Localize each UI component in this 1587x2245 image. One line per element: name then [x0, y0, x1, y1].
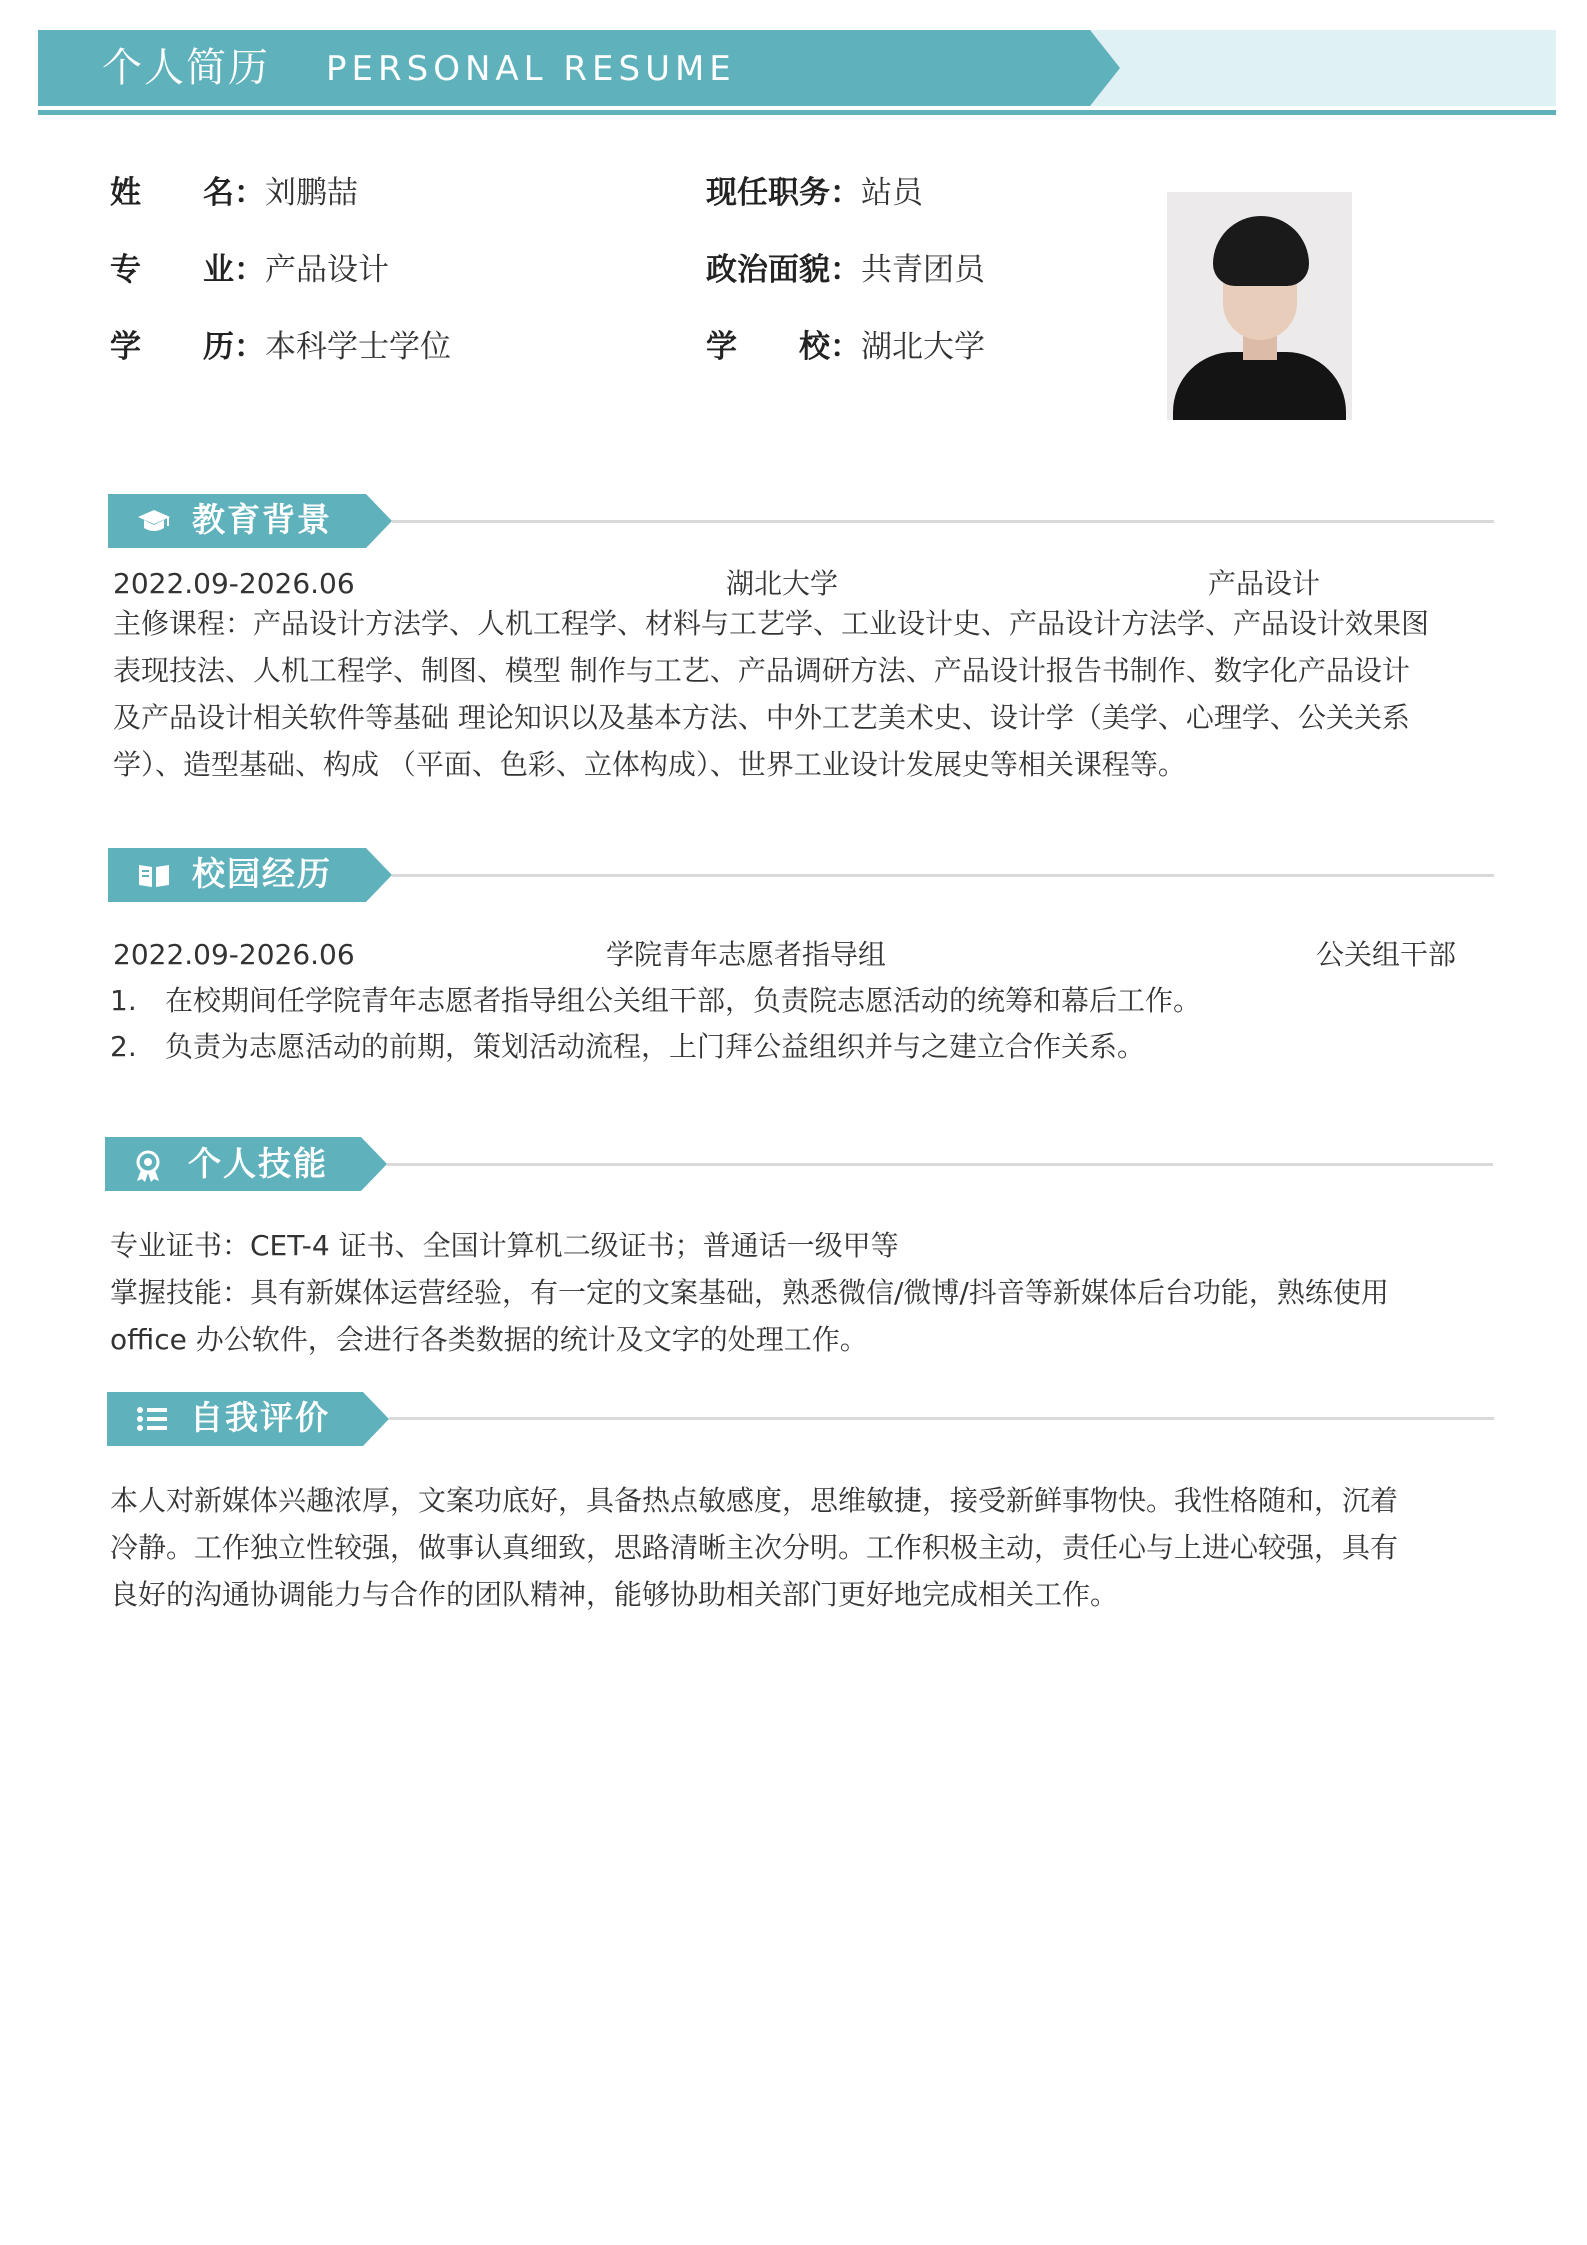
- resume-title-cn: 个人简历: [102, 45, 270, 91]
- political-value: 共青团员: [861, 252, 985, 288]
- campus-section-title: 校园经历: [192, 854, 332, 893]
- school-value: 湖北大学: [861, 329, 985, 365]
- skills-abilities-line-2: office 办公软件，会进行各类数据的统计及文字的处理工作。: [110, 1323, 868, 1356]
- info-school: [706, 327, 985, 367]
- info-position: [706, 173, 923, 213]
- campus-item-text: 在校期间任学院青年志愿者指导组公关组干部，负责院志愿活动的统筹和幕后工作。: [165, 984, 1202, 1017]
- list-icon: [134, 1401, 170, 1437]
- education-major: 产品设计: [1208, 567, 1321, 600]
- degree-value: 本科学士学位: [265, 329, 451, 365]
- photo-hair: [1213, 216, 1309, 286]
- evaluation-section-rule: [389, 1417, 1494, 1420]
- school-label: 学 校：: [706, 329, 861, 365]
- header-divider: [38, 110, 1556, 115]
- campus-date: 2022.09-2026.06: [113, 938, 355, 971]
- campus-item-number: 1.: [110, 984, 137, 1017]
- evaluation-section-title: 自我评价: [190, 1398, 330, 1437]
- evaluation-line-2: 冷静。工作独立性较强，做事认真细致，思路清晰主次分明。工作积极主动，责任心与上进心较强，具有: [110, 1531, 1399, 1564]
- resume-title-en: PERSONAL RESUME: [326, 49, 736, 89]
- education-courses-line-1: 主修课程：产品设计方法学、人机工程学、材料与工艺学、工业设计史、产品设计方法学、产品设计效果图: [113, 607, 1430, 640]
- campus-role: 公关组干部: [1316, 938, 1457, 971]
- skills-section-rule: [387, 1163, 1493, 1166]
- education-section-title: 教育背景: [192, 500, 332, 539]
- education-courses-line-2: 表现技法、人机工程学、制图、模型 制作与工艺、产品调研方法、产品设计报告书制作、数字化产品设计: [113, 654, 1410, 687]
- campus-item-text: 负责为志愿活动的前期，策划活动流程，上门拜公益组织并与之建立合作关系。: [165, 1030, 1146, 1063]
- education-date: 2022.09-2026.06: [113, 567, 355, 600]
- book-icon: [136, 857, 172, 893]
- evaluation-line-3: 良好的沟通协调能力与合作的团队精神，能够协助相关部门更好地完成相关工作。: [110, 1578, 1119, 1611]
- political-label: 政治面貌：: [706, 252, 861, 288]
- info-political: [706, 250, 985, 290]
- position-label: 现任职务：: [706, 175, 861, 211]
- info-major: [110, 250, 389, 290]
- education-courses-line-3: 及产品设计相关软件等基础 理论知识以及基本方法、中外工艺美术史、设计学（美学、心理学、公关关系: [113, 701, 1410, 734]
- photo-shirt: [1173, 352, 1346, 420]
- campus-organization: 学院青年志愿者指导组: [606, 938, 887, 971]
- position-value: 站员: [861, 175, 923, 211]
- skills-abilities-line-1: 掌握技能：具有新媒体运营经验，有一定的文案基础，熟悉微信/微博/抖音等新媒体后台功能，熟练使用: [110, 1276, 1389, 1309]
- name-label: 姓 名：: [110, 175, 265, 211]
- info-degree: [110, 327, 451, 367]
- degree-label: 学 历：: [110, 329, 265, 365]
- education-section-rule: [392, 520, 1494, 523]
- portrait-photo: [1167, 192, 1352, 420]
- info-name: [110, 173, 358, 213]
- evaluation-line-1: 本人对新媒体兴趣浓厚，文案功底好，具备热点敏感度，思维敏捷，接受新鲜事物快。我性格随和，沉着: [110, 1484, 1399, 1517]
- skills-section-title: 个人技能: [188, 1144, 328, 1183]
- award-badge-icon: [130, 1148, 166, 1184]
- skills-certificates: 专业证书：CET-4 证书、全国计算机二级证书；普通话一级甲等: [110, 1229, 899, 1262]
- campus-item-number: 2.: [110, 1030, 137, 1063]
- graduation-cap-icon: [136, 503, 172, 539]
- major-value: 产品设计: [265, 252, 389, 288]
- education-courses-line-4: 学）、造型基础、构成 （平面、色彩、立体构成）、世界工业设计发展史等相关课程等。: [113, 748, 1186, 781]
- education-school: 湖北大学: [726, 567, 839, 600]
- major-label: 专 业：: [110, 252, 265, 288]
- name-value: 刘鹏喆: [265, 175, 358, 211]
- campus-section-rule: [392, 874, 1494, 877]
